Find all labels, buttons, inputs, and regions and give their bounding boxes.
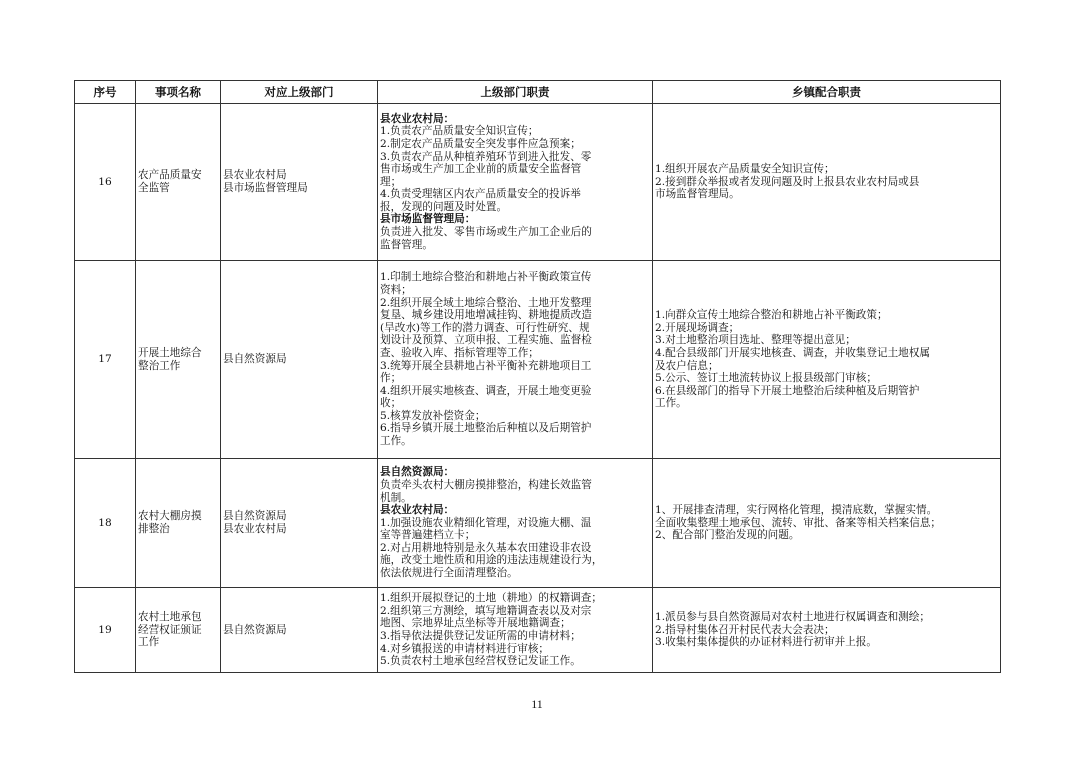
upper-duty-line: 复垦、城乡建设用地增减挂钩、耕地提质改造 — [380, 309, 592, 322]
upper-dept-line: 县自然资源局 — [223, 510, 287, 523]
upper-duty-line: 依法依规进行全面清理整治。 — [380, 567, 518, 580]
upper-dept — [221, 104, 378, 261]
item-name — [136, 261, 221, 459]
town-duty-line: 及农户信息； — [655, 359, 719, 372]
item-name — [136, 588, 221, 673]
item-name-line: 全监管 — [138, 182, 170, 194]
upper-duty-line: 3.负责农产品从种植养殖环节到进入批发、零 — [380, 150, 592, 163]
town-duty-line: 2、配合部门整治发现的问题。 — [655, 529, 800, 542]
item-name-line: 经营权证颁证 — [138, 623, 202, 636]
upper-duty-line: 2.组织开展全域土地综合整治、土地开发整理 — [380, 296, 592, 309]
upper-duty-line: 县农业农村局： — [380, 504, 455, 517]
table-row — [75, 261, 1001, 459]
header-upper-duty: 上级部门职责 — [378, 81, 653, 104]
upper-duty-line: 资料； — [380, 283, 412, 296]
upper-dept — [221, 588, 378, 673]
upper-duty — [378, 261, 653, 459]
town-duty — [653, 588, 1001, 673]
upper-duty-line: 售市场或生产加工企业前的质量安全监督管 — [380, 163, 582, 176]
town-duty-line: 工作。 — [655, 397, 687, 410]
town-duty-line: 5.公示、签订土地流转协议上报县级部门审核； — [655, 372, 877, 385]
item-name — [136, 104, 221, 261]
table-header-row — [75, 81, 1001, 104]
row-number: 19 — [75, 588, 136, 673]
upper-duty-line: 2.组织第三方测绘，填写地籍调查表以及对宗 — [380, 604, 592, 617]
item-name-line: 农村土地承包 — [138, 611, 202, 624]
upper-duty — [378, 588, 653, 673]
upper-duty-line: (旱改水)等工作的潜力调查、可行性研究、规 — [380, 321, 590, 334]
header-item-name: 事项名称 — [136, 81, 221, 104]
upper-duty-line: 4.对乡镇报送的申请材料进行审核； — [380, 642, 550, 655]
item-name — [136, 459, 221, 588]
town-duty-line: 2.开展现场调查； — [655, 321, 740, 334]
upper-duty-line: 理； — [380, 175, 402, 188]
upper-dept-line: 县自然资源局 — [223, 623, 287, 636]
upper-duty-line: 1.印制土地综合整治和耕地占补平衡政策宣传 — [380, 271, 592, 284]
item-name-line: 农村大棚房摸 — [138, 510, 202, 523]
duty-table — [74, 80, 1001, 673]
item-name-line: 开展土地综合 — [138, 346, 202, 359]
upper-duty-line: 报，发现的问题及时处置。 — [380, 200, 508, 213]
upper-duty-line: 2.对占用耕地特别是永久基本农田建设非农设 — [380, 541, 592, 554]
upper-duty-line: 地图、宗地界址点坐标等开展地籍调查； — [380, 617, 571, 630]
upper-duty-line: 6.指导乡镇开展土地整治后种植以及后期管护 — [380, 422, 592, 435]
town-duty-line: 市场监督管理局。 — [655, 188, 740, 201]
town-duty-line: 3.对土地整治项目选址、整理等提出意见； — [655, 334, 856, 347]
town-duty — [653, 261, 1001, 459]
header-town-duty: 乡镇配合职责 — [653, 81, 1001, 104]
upper-duty-line: 查、验收入库、指标管理等工作； — [380, 346, 539, 359]
upper-dept-line: 县自然资源局 — [223, 353, 287, 366]
page-number: 11 — [531, 697, 543, 711]
upper-duty-line: 1.组织开展拟登记的土地（耕地）的权籍调查； — [380, 592, 602, 605]
town-duty-line: 全面收集整理土地承包、流转、审批、备案等相关档案信息； — [655, 516, 942, 529]
upper-duty-line: 机制。 — [380, 491, 412, 504]
table-row — [75, 588, 1001, 673]
row-number: 16 — [75, 104, 136, 261]
upper-duty-line: 收； — [380, 397, 402, 410]
upper-duty-line: 2.制定农产品质量安全突发事件应急预案； — [380, 137, 581, 150]
upper-dept-line: 县市场监督管理局 — [223, 182, 308, 194]
upper-duty-line: 4.组织开展实地核查、调查，开展土地变更验 — [380, 384, 592, 397]
upper-duty-line: 县自然资源局： — [380, 466, 455, 479]
upper-duty-line: 负责牵头农村大棚房摸排整治，构建长效监管 — [380, 478, 592, 491]
upper-duty-line: 1.加强设施农业精细化管理，对设施大棚、温 — [380, 516, 592, 529]
header-upper-dept: 对应上级部门 — [221, 81, 378, 104]
upper-duty-line: 工作。 — [380, 435, 412, 448]
town-duty-line: 3.收集村集体提供的办证材料进行初审并上报。 — [655, 636, 877, 649]
upper-duty-line: 3.统筹开展全县耕地占补平衡补充耕地项目工 — [380, 359, 592, 372]
upper-duty-line: 3.指导依法提供登记发证所需的申请材料； — [380, 630, 581, 642]
upper-duty-line: 施，改变土地性质和用途的违法违规建设行为， — [380, 554, 603, 567]
town-duty-line: 6.在县级部门的指导下开展土地整治后续种植及后期管护 — [655, 384, 920, 397]
item-name-line: 农产品质量安 — [138, 169, 202, 182]
upper-duty — [378, 104, 653, 261]
upper-dept-line: 县农业农村局 — [223, 523, 287, 535]
town-duty — [653, 459, 1001, 588]
upper-dept-line: 县农业农村局 — [223, 169, 287, 182]
upper-duty-line: 5.核算发放补偿资金； — [380, 409, 486, 422]
table-body — [75, 104, 1001, 673]
upper-duty-line: 负责进入批发、零售市场或生产加工企业后的 — [380, 226, 592, 239]
town-duty — [653, 104, 1001, 261]
upper-dept — [221, 459, 378, 588]
upper-duty-line: 室等普遍建档立卡； — [380, 529, 476, 542]
table-row — [75, 459, 1001, 588]
table-row — [75, 104, 1001, 261]
upper-duty-line: 县市场监督管理局： — [380, 213, 476, 226]
upper-duty-line: 4.负责受理辖区内农产品质量安全的投诉举 — [380, 188, 581, 201]
item-name-line: 整治工作 — [138, 359, 181, 372]
header-no: 序号 — [75, 81, 136, 104]
upper-duty-line: 1.负责农产品质量安全知识宣传； — [380, 125, 539, 138]
town-duty-line: 1.组织开展农产品质量安全知识宣传； — [655, 163, 835, 176]
row-number: 17 — [75, 261, 136, 459]
town-duty-line: 2.接到群众举报或者发现问题及时上报县农业农村局或县 — [655, 175, 920, 188]
town-duty-line: 1.向群众宣传土地综合整治和耕地占补平衡政策； — [655, 309, 888, 322]
item-name-line: 工作 — [138, 636, 160, 649]
upper-duty — [378, 459, 653, 588]
upper-duty-line: 监督管理。 — [380, 238, 433, 251]
town-duty-line: 2.指导村集体召开村民代表大会表决； — [655, 623, 835, 636]
row-number: 18 — [75, 459, 136, 588]
upper-dept — [221, 261, 378, 459]
upper-duty-line: 作； — [380, 372, 402, 385]
town-duty-line: 1.派员参与县自然资源局对农村土地进行权属调查和测绘； — [655, 611, 930, 624]
upper-duty-line: 县农业农村局： — [380, 112, 455, 125]
upper-duty-line: 5.负责农村土地承包经营权登记发证工作。 — [380, 655, 581, 668]
item-name-line: 排整治 — [138, 523, 170, 535]
upper-duty-line: 划设计及预算、立项申报、工程实施、监督检 — [380, 334, 592, 347]
town-duty-line: 1、开展排查清理，实行网格化管理，摸清底数，掌握实情。 — [655, 504, 938, 517]
town-duty-line: 4.配合县级部门开展实地核查、调查，并收集登记土地权属 — [655, 346, 930, 359]
